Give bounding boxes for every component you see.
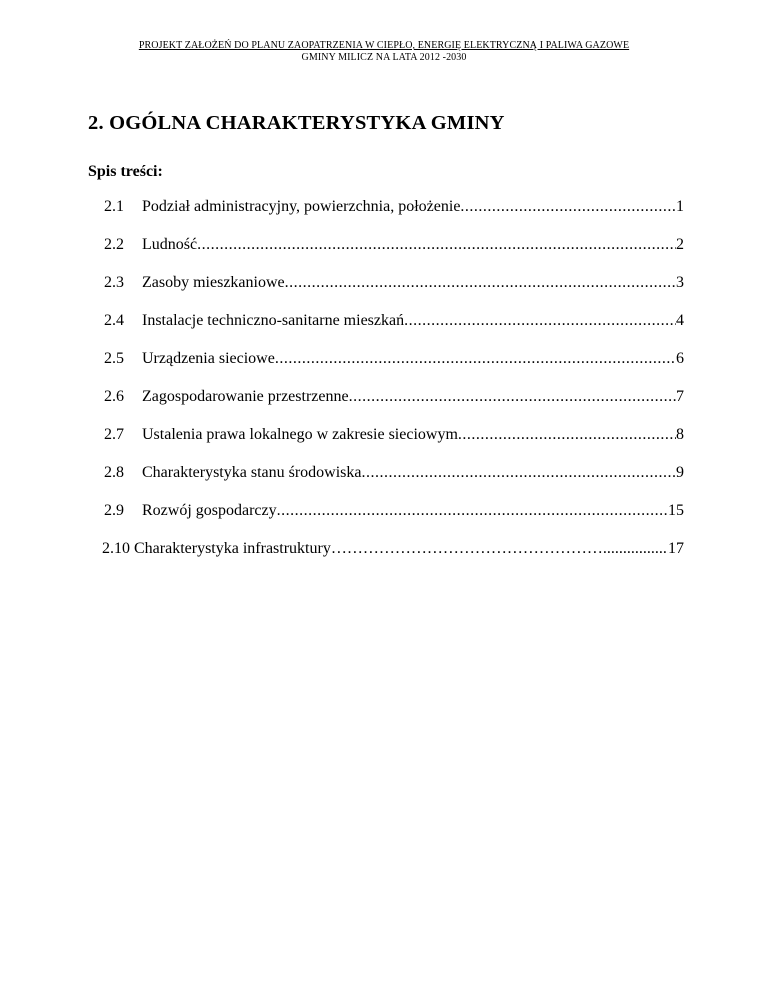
toc-entry-title: Urządzenia sieciowe bbox=[142, 350, 275, 367]
toc-entry-number: 2.7 bbox=[104, 426, 124, 443]
toc-entry-number: 2.6 bbox=[104, 388, 124, 405]
toc-leader-dots bbox=[458, 426, 676, 444]
toc-entry-page: 9 bbox=[676, 464, 684, 481]
toc-entry-number: 2.9 bbox=[104, 502, 124, 519]
toc-entry-page: 2 bbox=[676, 236, 684, 253]
toc-leader-dots bbox=[197, 236, 676, 254]
toc-entry[interactable] bbox=[104, 350, 684, 374]
toc-entry-number: 2.3 bbox=[104, 274, 124, 291]
toc-entry-page: 8 bbox=[676, 426, 684, 443]
toc-entry-page: 3 bbox=[676, 274, 684, 291]
toc-entry-page: 7 bbox=[676, 388, 684, 405]
toc-entry-title: Zasoby mieszkaniowe bbox=[142, 274, 285, 291]
toc-leader-dots bbox=[460, 198, 676, 216]
toc-leader-ellipses: …………………………………………… bbox=[330, 540, 603, 557]
toc-leader-dots bbox=[362, 464, 676, 482]
toc-entry-number: 2.2 bbox=[104, 236, 124, 253]
toc-leader-dots bbox=[285, 274, 676, 292]
toc-entry-page: 4 bbox=[676, 312, 684, 329]
toc-entry-number: 2.5 bbox=[104, 350, 124, 367]
toc-entry-title: Ludność bbox=[142, 236, 198, 253]
toc-entry[interactable] bbox=[104, 312, 684, 336]
toc-leader-dots bbox=[277, 502, 668, 520]
toc-entry-title: Rozwój gospodarczy bbox=[142, 502, 277, 519]
toc-leader-dots bbox=[603, 540, 668, 558]
chapter-title: 2. OGÓLNA CHARAKTERYSTYKA GMINY bbox=[88, 112, 505, 134]
toc-leader-dots bbox=[275, 350, 676, 368]
toc-entry-number: 2.4 bbox=[104, 312, 124, 329]
toc-entry-title: Instalacje techniczno-sanitarne mieszkań bbox=[142, 312, 405, 329]
toc-leader-dots bbox=[349, 388, 676, 406]
toc-entry-number: 2.10 bbox=[102, 540, 130, 557]
toc-entry[interactable] bbox=[104, 198, 684, 222]
toc-entry-title: Podział administracyjny, powierzchnia, położenie bbox=[142, 198, 461, 215]
toc-entry-title: Ustalenia prawa lokalnego w zakresie sieciowym bbox=[142, 426, 458, 443]
toc-entry[interactable] bbox=[104, 274, 684, 298]
toc-entry-page: 15 bbox=[668, 502, 684, 519]
toc-entry-title: Charakterystyka stanu środowiska bbox=[142, 464, 362, 481]
toc-entry[interactable] bbox=[104, 464, 684, 488]
toc-entry[interactable] bbox=[104, 236, 684, 260]
toc-entry-page: 1 bbox=[676, 198, 684, 215]
toc-entry[interactable] bbox=[102, 540, 684, 564]
header-line-1: PROJEKT ZAŁOŻEŃ DO PLANU ZAOPATRZENIA W CIEPŁO, ENERGIĘ ELEKTRYCZNĄ I PALIWA GAZOWE bbox=[138, 40, 630, 51]
toc-heading: Spis treści: bbox=[88, 163, 163, 180]
toc-entry[interactable] bbox=[104, 388, 684, 412]
toc-entry-title: Zagospodarowanie przestrzenne bbox=[142, 388, 349, 405]
running-header bbox=[0, 40, 768, 64]
toc-entry-page: 17 bbox=[668, 540, 684, 557]
toc-entry-number: 2.1 bbox=[104, 198, 124, 215]
toc-entry-title: Charakterystyka infrastruktury bbox=[134, 540, 331, 557]
toc-entry[interactable] bbox=[104, 426, 684, 450]
header-line-2: GMINY MILICZ NA LATA 2012 -2030 bbox=[301, 52, 467, 63]
toc-leader-dots bbox=[404, 312, 676, 330]
toc-entry-number: 2.8 bbox=[104, 464, 124, 481]
toc-entry-page: 6 bbox=[676, 350, 684, 367]
toc-entry[interactable] bbox=[104, 502, 684, 526]
